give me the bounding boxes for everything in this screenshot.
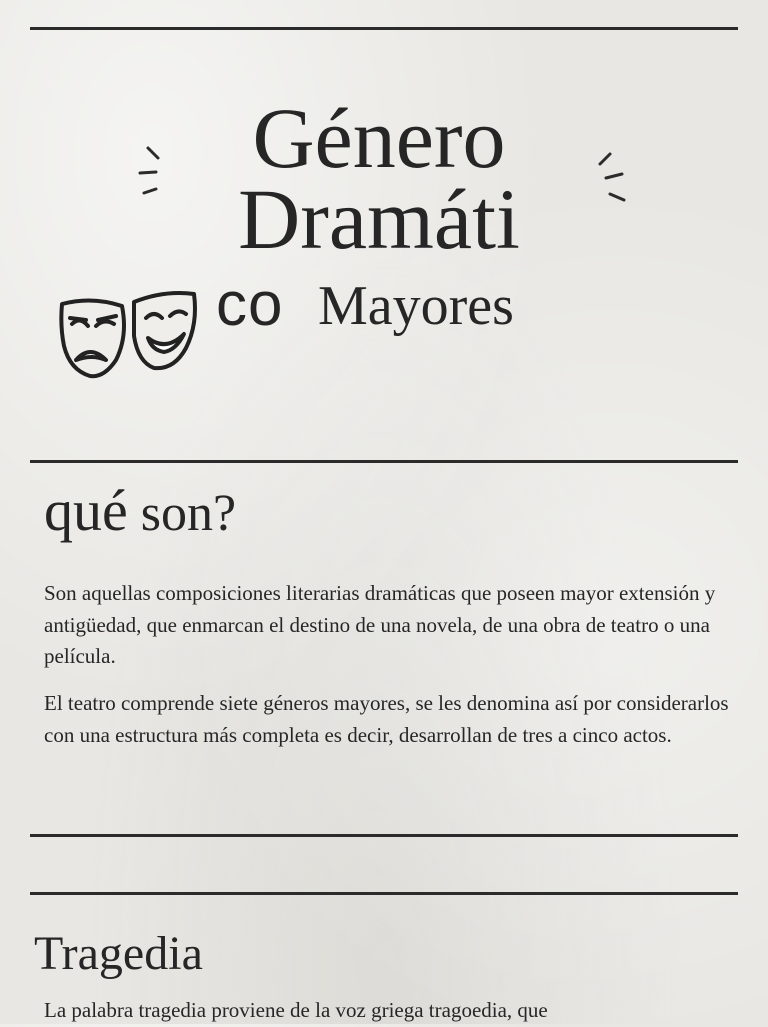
intro-heading-word1: qué (44, 478, 128, 543)
title-line-1: Género (252, 90, 506, 186)
title-line-3-suffix: co (216, 270, 284, 339)
intro-heading-word2: son? (127, 485, 237, 542)
section-divider (30, 892, 738, 895)
tragedia-paragraph: La palabra tragedia proviene de la voz griega tragoedia, que (44, 998, 548, 1022)
section-divider (30, 834, 738, 837)
top-divider (30, 27, 738, 30)
intro-heading (44, 478, 237, 543)
tragedia-heading: Tragedia (34, 927, 203, 980)
intro-paragraph-1: Son aquellas composiciones literarias dramáticas que poseen mayor extensión y antigüedad, que enmarcan el destino de una novela, de una obra de teatro o una película. (44, 581, 716, 668)
title-line-3-mayores: Mayores (318, 275, 514, 337)
section-divider (30, 460, 738, 463)
title-line-2: Dramáti (238, 171, 520, 267)
intro-paragraph-2: El teatro comprende siete géneros mayores, se les denomina así por considerarlos con una estructura más completa es decir, desarrollan de tres a cinco actos. (44, 691, 729, 747)
theater-masks-icon (58, 290, 208, 380)
